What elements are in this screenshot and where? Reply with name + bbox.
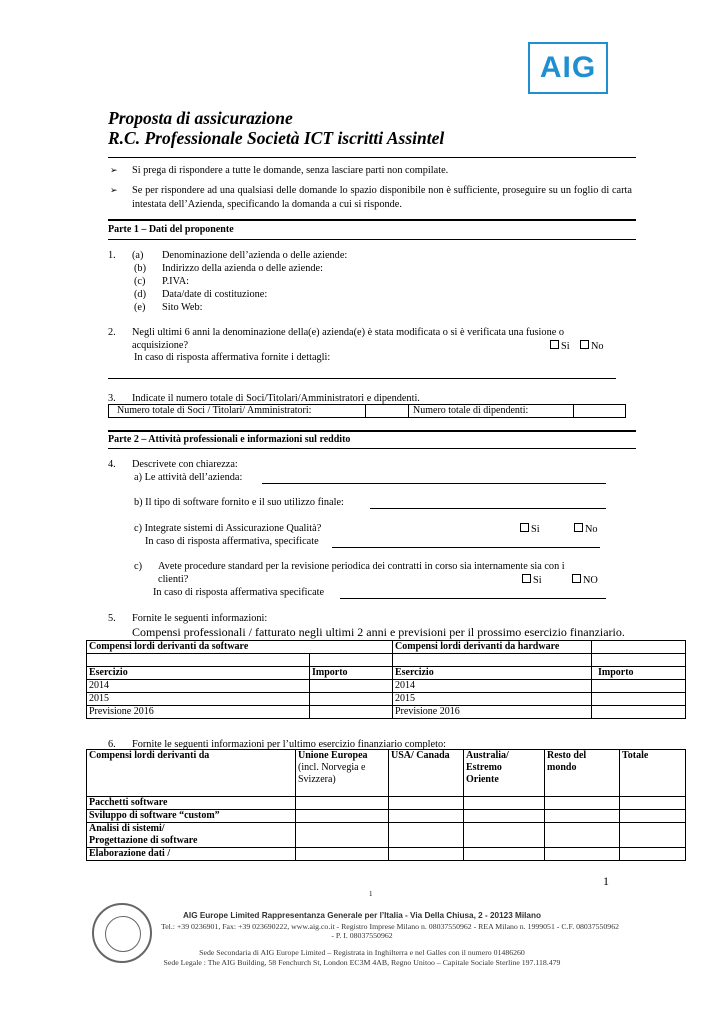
q2-question-line2: acquisizione?: [132, 340, 189, 351]
q6-header-usa: USA/ Canada: [389, 750, 464, 797]
table-cell[interactable]: [296, 823, 389, 848]
q5-software-year: Previsione 2016: [87, 706, 310, 719]
table-cell[interactable]: [464, 848, 545, 861]
table-row: [87, 823, 686, 848]
q6-row-label-line: Progettazione di software: [89, 835, 198, 846]
q3-owners-value[interactable]: [366, 405, 409, 418]
q1c-label: P.IVA:: [162, 276, 189, 287]
table-row: [87, 797, 686, 810]
table-row: [87, 641, 686, 654]
q1e-label: Sito Web:: [162, 302, 203, 313]
table-cell[interactable]: [620, 810, 686, 823]
table-row: [87, 693, 686, 706]
q6-header-eu-line: (incl. Norvegia e: [298, 762, 366, 773]
q4c2-yes-option[interactable]: [522, 574, 542, 586]
checkbox-icon[interactable]: [522, 574, 531, 583]
q1b-label: Indirizzo della azienda o delle aziende:: [162, 263, 323, 274]
q6-row-label-line: Analisi di sistemi/: [89, 823, 165, 834]
table-cell: [393, 654, 592, 667]
part2-top-rule: [108, 430, 636, 432]
q1e-letter: (e): [134, 302, 146, 313]
q4-intro: Descrivete con chiarezza:: [132, 459, 238, 470]
q2-no-option[interactable]: [580, 340, 604, 352]
table-row: [87, 680, 686, 693]
q3-employees-label: Numero totale di dipendenti:: [409, 405, 574, 418]
q2-yes-option[interactable]: [550, 340, 570, 352]
q4b-label: b) Il tipo di software fornito e il suo utilizzo finale:: [134, 497, 344, 508]
table-cell[interactable]: [545, 823, 620, 848]
q6-row-label: Elaborazione dati /: [87, 848, 296, 861]
q2-answer-line[interactable]: [108, 378, 616, 379]
table-cell[interactable]: [545, 848, 620, 861]
q4a-answer-line[interactable]: [262, 472, 606, 484]
table-row: [87, 750, 686, 797]
part2-bottom-rule: [108, 448, 636, 449]
table-row: [87, 706, 686, 719]
q2-number: 2.: [108, 327, 116, 338]
q6-row-label: Pacchetti software: [87, 797, 296, 810]
instruction-1: Si prega di rispondere a tutte le domande, senza lasciare parti non compilate.: [132, 165, 449, 176]
table-row: [87, 667, 686, 680]
q5-hardware-header: Compensi lordi derivanti da hardware: [393, 641, 592, 654]
q4c1-yes-option[interactable]: [520, 523, 540, 535]
document-title-line1: Proposta di assicurazione: [108, 108, 293, 128]
table-cell: [592, 654, 686, 667]
q4c1-no-label: No: [585, 524, 598, 535]
checkbox-icon[interactable]: [572, 574, 581, 583]
q4c2-letter: c): [134, 561, 142, 572]
q2-question-line1: Negli ultimi 6 anni la denominazione della(e) azienda(e) è stata modificata o si è verificata una fusione o: [132, 327, 565, 338]
q4c1-question: c) Integrate sistemi di Assicurazione Qualità?: [134, 523, 322, 534]
footer-secondary-line: Sede Secondaria di AIG Europe Limited – Registrata in Inghilterra e nel Galles con il numero 01486260: [199, 948, 525, 957]
q5-hardware-year: Previsione 2016: [393, 706, 592, 719]
q5-software-amount[interactable]: [310, 693, 393, 706]
table-row: [109, 405, 626, 418]
footer-piva-line: - P. I. 08037550962: [331, 931, 393, 940]
q5-hardware-amount[interactable]: [592, 706, 686, 719]
q6-row-label: [87, 823, 296, 848]
aig-logo-text: AIG: [539, 51, 597, 84]
q1a-label: Denominazione dell’azienda o delle aziende:: [162, 250, 348, 261]
part1-bottom-rule: [108, 239, 636, 240]
part2-heading: Parte 2 – Attività professionali e informazioni sul reddito: [108, 434, 351, 445]
q5-hardware-amount[interactable]: [592, 693, 686, 706]
q5-hardware-importo-header: Importo: [592, 667, 686, 680]
q6-header-eu-line: Svizzera): [298, 774, 336, 785]
q4c1-answer-line[interactable]: [332, 536, 600, 548]
footer-contact-line: Tel.: +39 0236901, Fax: +39 023690222, www.aig.co.it - Registro Imprese Milano n. 08037550962 - REA Milano n. 1999051 - C.F. 08037550962: [160, 922, 619, 931]
footer-legal-line: Sede Legale : The AIG Building, 58 Fenchurch St, London EC3M 4AB, Regno Unitoo – Capitale Sociale Sterline 197.118.479: [163, 958, 561, 967]
part1-top-rule: [108, 219, 636, 221]
q6-number: 6.: [108, 739, 116, 750]
table-row: [87, 848, 686, 861]
part1-heading: Parte 1 – Dati del proponente: [108, 224, 234, 235]
table-cell[interactable]: [389, 810, 464, 823]
table-cell[interactable]: [389, 797, 464, 810]
instruction-2: Se per rispondere ad una qualsiasi delle domande lo spazio disponibile non è sufficiente, proseguire su un foglio di carta intestata dell’Azienda, specificando la domanda a cui si risponde.: [132, 185, 632, 210]
checkbox-icon[interactable]: [550, 340, 559, 349]
q4c2-no-label: NO: [583, 575, 598, 586]
q3-counts-table: [108, 404, 626, 418]
aig-logo: [528, 42, 608, 94]
table-cell[interactable]: [545, 810, 620, 823]
table-row: [87, 654, 686, 667]
q1a-letter: (a): [132, 250, 144, 261]
q4c2-question-line1: Avete procedure standard per la revisione periodica dei contratti in corso sia internamente sia con i: [158, 561, 565, 572]
q5-hardware-year: 2014: [393, 680, 592, 693]
q1-number: 1.: [108, 250, 116, 261]
checkbox-icon[interactable]: [520, 523, 529, 532]
q6-header-eu-line: Unione Europea: [298, 750, 368, 761]
q5-software-year: 2015: [87, 693, 310, 706]
checkbox-icon[interactable]: [574, 523, 583, 532]
table-cell: [310, 654, 393, 667]
q1b-letter: (b): [134, 263, 147, 274]
q1d-letter: (d): [134, 289, 147, 300]
document-title-line2: R.C. Professionale Società ICT iscritti Assintel: [108, 128, 445, 148]
table-cell[interactable]: [620, 797, 686, 810]
table-cell[interactable]: [296, 797, 389, 810]
q5-software-amount[interactable]: [310, 680, 393, 693]
q6-header-au-line: Oriente: [466, 774, 499, 785]
q5-number: 5.: [108, 613, 116, 624]
q3-number: 3.: [108, 393, 116, 404]
footer-company-line: AIG Europe Limited Rappresentanza Generale per l’Italia - Via Della Chiusa, 2 - 20123 Milano: [183, 911, 541, 920]
q5-revenue-table: [86, 640, 686, 719]
q4c2-question-line2: clienti?: [158, 574, 189, 585]
footer-page-number: 1: [369, 890, 373, 898]
checkbox-icon[interactable]: [580, 340, 589, 349]
q6-intro: Fornite le seguenti informazioni per l’ultimo esercizio finanziario completo:: [132, 739, 446, 750]
table-cell[interactable]: [464, 797, 545, 810]
q4b-answer-line[interactable]: [370, 497, 606, 509]
q6-geography-table: [86, 749, 686, 861]
q2-yes-label: Si: [561, 341, 570, 352]
q3-owners-label: Numero totale di Soci / Titolari/ Amministratori:: [109, 405, 366, 418]
title-divider: [108, 157, 636, 158]
q1d-label: Data/date di costituzione:: [162, 289, 268, 300]
q5-hardware-esercizio-header: Esercizio: [393, 667, 592, 680]
q6-header-rest-line: mondo: [547, 762, 577, 773]
table-cell[interactable]: [389, 848, 464, 861]
q6-header-rest-line: Resto del: [547, 750, 587, 761]
table-cell[interactable]: [296, 848, 389, 861]
table-cell[interactable]: [464, 823, 545, 848]
q5-hardware-year: 2015: [393, 693, 592, 706]
q4c2-yes-label: Si: [533, 575, 542, 586]
q4-number: 4.: [108, 459, 116, 470]
q4c2-no-option[interactable]: [572, 574, 598, 586]
table-cell: [592, 641, 686, 654]
q5-intro: Fornite le seguenti informazioni:: [132, 613, 268, 624]
q4c1-detail-label: In caso di risposta affermativa, specificate: [145, 536, 319, 547]
q4c2-detail-label: In caso di risposta affermativa specificate: [153, 587, 325, 598]
q6-header-rest: [545, 750, 620, 797]
q6-header-australia: [464, 750, 545, 797]
q5-software-header: Compensi lordi derivanti da software: [87, 641, 393, 654]
table-cell: [87, 654, 310, 667]
arrow-bullet-icon: ➢: [110, 165, 118, 175]
q6-row-label: Sviluppo di software “custom”: [87, 810, 296, 823]
q6-header-eu: [296, 750, 389, 797]
q5-software-importo-header: Importo: [310, 667, 393, 680]
q5-software-year: 2014: [87, 680, 310, 693]
q4c1-yes-label: Si: [531, 524, 540, 535]
table-cell[interactable]: [620, 848, 686, 861]
q3-question: Indicate il numero totale di Soci/Titolari/Amministratori e dipendenti.: [132, 393, 420, 404]
q6-header-source: Compensi lordi derivanti da: [87, 750, 296, 797]
table-row: [87, 810, 686, 823]
q5-subtitle: Compensi professionali / fatturato negli ultimi 2 anni e previsioni per il prossimo esercizio finanziario.: [132, 625, 625, 639]
page-number: 1: [603, 874, 609, 888]
q4c2-answer-line[interactable]: [340, 587, 606, 599]
q4c1-no-option[interactable]: [574, 523, 598, 535]
q2-details-label: In caso di risposta affermativa fornite i dettagli:: [134, 352, 331, 363]
q3-employees-value[interactable]: [574, 405, 626, 418]
table-cell[interactable]: [620, 823, 686, 848]
q5-hardware-amount[interactable]: [592, 680, 686, 693]
q2-no-label: No: [591, 341, 604, 352]
q6-header-au-line: Australia/: [466, 750, 509, 761]
table-cell[interactable]: [464, 810, 545, 823]
q5-software-amount[interactable]: [310, 706, 393, 719]
q4a-label: a) Le attività dell’azienda:: [134, 472, 243, 483]
q5-software-esercizio-header: Esercizio: [87, 667, 310, 680]
table-cell[interactable]: [296, 810, 389, 823]
table-cell[interactable]: [545, 797, 620, 810]
q6-header-total: Totale: [620, 750, 686, 797]
q6-header-au-line: Estremo: [466, 762, 502, 773]
q1c-letter: (c): [134, 276, 146, 287]
arrow-bullet-icon: ➢: [110, 185, 118, 195]
table-cell[interactable]: [389, 823, 464, 848]
